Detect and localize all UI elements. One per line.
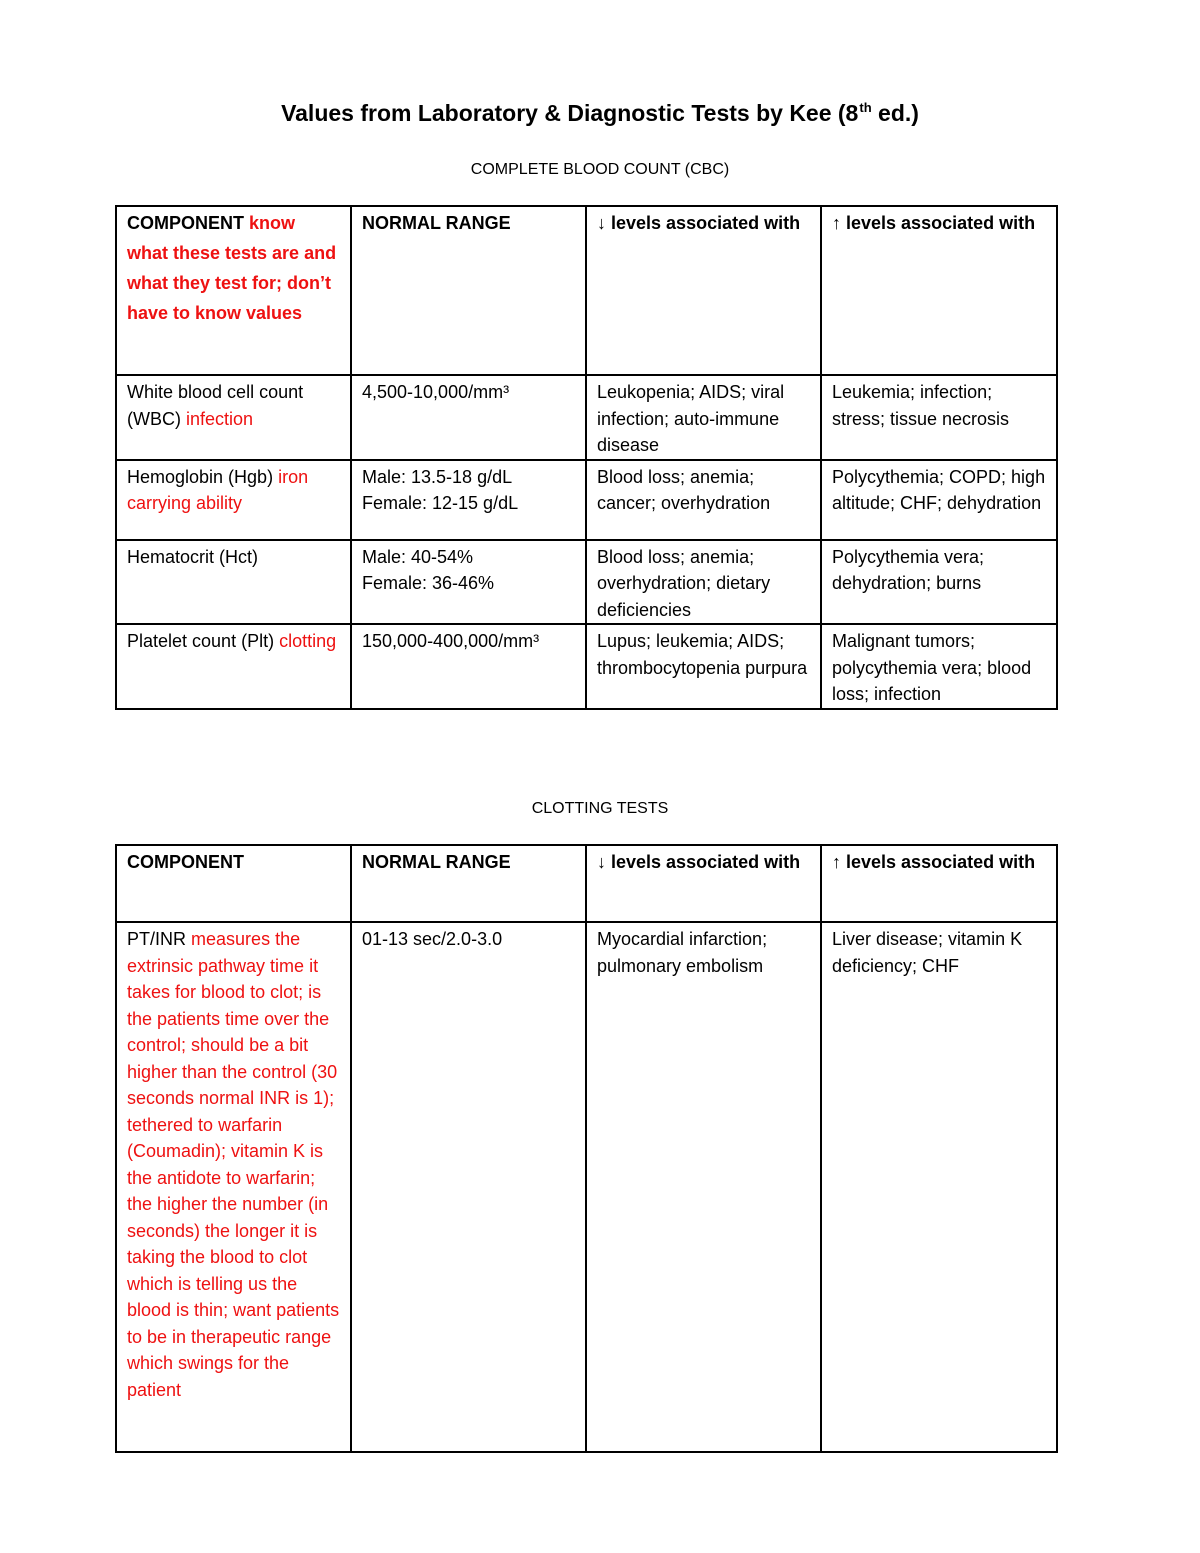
clotting-section-heading: CLOTTING TESTS — [531, 800, 669, 817]
cbc-section-heading: COMPLETE BLOOD COUNT (CBC) — [470, 161, 730, 178]
cell-range: Male: 40-54% Female: 36-46% — [351, 540, 586, 625]
cell-range: 4,500-10,000/mm³ — [351, 375, 586, 460]
cell-range: 01-13 sec/2.0-3.0 — [351, 922, 586, 1452]
header-normal-range: NORMAL RANGE — [351, 845, 586, 922]
cell-component: Platelet count (Plt) clotting — [116, 624, 351, 709]
document-title: Values from Laboratory & Diagnostic Tests by Kee (8th ed.) — [281, 100, 919, 126]
cbc-table — [115, 205, 1058, 710]
cell-range: Male: 13.5-18 g/dL Female: 12-15 g/dL — [351, 460, 586, 540]
cell-range: 150,000-400,000/mm³ — [351, 624, 586, 709]
cell-low: Myocardial infarction; pulmonary embolism — [586, 922, 821, 1452]
cell-component: PT/INR measures the extrinsic pathway time it takes for blood to clot; is the patients time over the control; should be a bit higher than the control (30 seconds normal INR is 1); tethered to warfarin (Coumadin); vitamin K is the antidote to warfarin; the higher the number (in seconds) the longer it is taking the blood to clot which is telling us the blood is thin; want patients to be in therapeutic range which swings for the patient — [116, 922, 351, 1452]
cell-low: Blood loss; anemia; overhydration; dietary deficiencies — [586, 540, 821, 625]
cell-high: Polycythemia; COPD; high altitude; CHF; dehydration — [821, 460, 1057, 540]
table-row — [116, 460, 1057, 540]
cell-component: White blood cell count (WBC) infection — [116, 375, 351, 460]
cell-high: Malignant tumors; polycythemia vera; blood loss; infection — [821, 624, 1057, 709]
cell-low: Leukopenia; AIDS; viral infection; auto-immune disease — [586, 375, 821, 460]
table-row — [116, 540, 1057, 625]
header-normal-range: NORMAL RANGE — [351, 206, 586, 375]
cell-low: Lupus; leukemia; AIDS; thrombocytopenia purpura — [586, 624, 821, 709]
table-row — [116, 375, 1057, 460]
component-note: know what these tests are and what they test for; don’t have to know values — [127, 213, 337, 323]
header-component: COMPONENT know what these tests are and what they test for; don’t have to know values — [116, 206, 351, 375]
header-low-levels: ↓ levels associated with — [586, 206, 821, 375]
cell-high: Leukemia; infection; stress; tissue necrosis — [821, 375, 1057, 460]
clotting-header-row — [116, 845, 1057, 922]
cell-high: Liver disease; vitamin K deficiency; CHF — [821, 922, 1057, 1452]
clotting-table — [115, 844, 1058, 1453]
header-component: COMPONENT — [116, 845, 351, 922]
table-row — [116, 624, 1057, 709]
cbc-header-row — [116, 206, 1057, 375]
header-low-levels: ↓ levels associated with — [586, 845, 821, 922]
table-row — [116, 922, 1057, 1452]
cell-component: Hematocrit (Hct) — [116, 540, 351, 625]
cell-high: Polycythemia vera; dehydration; burns — [821, 540, 1057, 625]
cell-component: Hemoglobin (Hgb) iron carrying ability — [116, 460, 351, 540]
header-high-levels: ↑ levels associated with — [821, 845, 1057, 922]
cell-low: Blood loss; anemia; cancer; overhydration — [586, 460, 821, 540]
header-high-levels: ↑ levels associated with — [821, 206, 1057, 375]
